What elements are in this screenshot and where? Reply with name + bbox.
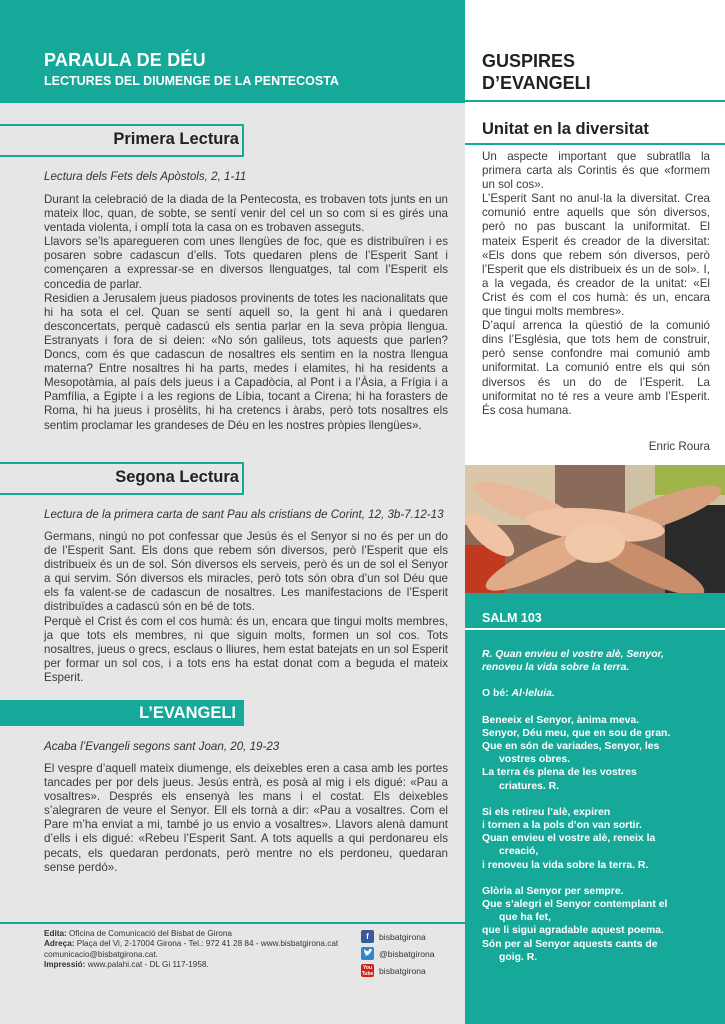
paragraph: D’aquí arrenca la qüestió de la comunió dins l’Església, que tots hem de construir, però sense confondre mai comunió amb uniformitat. La comunió entre els qui són diversos és un do de l’Esperit. La uniformitat no té res a veure amb l’Esperit. És cosa humana. (482, 319, 710, 417)
right-header (465, 0, 725, 103)
paragraph: L’Esperit Sant no anul·la la diversitat. Crea comunió entre aquells que són diversos, però no pas buscant la uniformitat. El mateix Esperit és creador de la diversitat: «Els dons que rebem són diversos, però l’Esperit que els distribueix és un de sol». I, a la vegada, és creador de la unitat: «El Crist és com el cos humà: és un, encara que tingui molts membres». (482, 192, 710, 319)
reading-text (44, 193, 448, 433)
reading-reference: Lectura de la primera carta de sant Pau als cristians de Corint, 12, 3b-7.12-13 (44, 508, 444, 521)
page-title: PARAULA DE DÉU (44, 50, 206, 70)
psalm-text: R. Quan envieu el vostre alè, Senyor, renoveu la vida sobre la terra. O bé: Al·leluia. Beneeix el Senyor, ànima meva. Senyor, Déu meu, que en sou de gran. Que en són de variades, Senyor, les vostres obres. La terra és plena de les vostres criatures. R. Si els retireu l’alè, expiren i tornen a la pols d’on van sortir. Quan envieu el vostre alè, reneix la creació, i renoveu la vida sobre la terra. R. Glòria al Senyor per sempre. Que s’alegri el Senyor contemplant el que ha fet, que li sigui agradable aquest poema. Són per al Senyor aquests cants de goig. R. (482, 649, 671, 963)
divider (0, 155, 244, 157)
divider (242, 462, 244, 494)
section-heading-primera: Primera Lectura (113, 130, 239, 148)
article-heading: Unitat en la diversitat (482, 120, 649, 138)
reading-text (44, 762, 448, 875)
publisher-info: Edita: Oficina de Comunicació del Bisbat de Girona Adreça: Plaça del Vi, 2-17004 Girona - Tel.: 972 41 28 84 - www.bisbatgirona.cat comunicacio@bisbatgirona.cat. Impressió: www.palahi.cat - DL Gi 117-1958. (44, 929, 339, 970)
social-links (361, 928, 435, 979)
section-heading-evangeli (0, 700, 244, 726)
paragraph: Un aspecte important que subratlla la primera carta als Corintis és que «formem un sol cos». (482, 150, 710, 192)
youtube-icon: You Tube (361, 965, 374, 977)
left-header (0, 0, 465, 103)
paragraph: Germans, ningú no pot confessar que Jesús és el Senyor si no és per un do de l’Esperit Sant. Els dons que rebem són diversos, però l’Esperit que els distribueix és un de sol. Són diversos els serveis, però és un de sol el Senyor a qui servim. Són diversos els miracles, però tots són obra d’un sol Déu que els fa valent-se de cadascun de nosaltres. Les manifestacions de l’Esperit distribuïdes a cadascú són en bé de tots. (44, 530, 448, 614)
right-column (465, 0, 725, 1024)
article-text (482, 150, 710, 418)
divider (465, 143, 725, 145)
paragraph: Perquè el Crist és com el cos humà: és un, encara que tingui molts membres, ja que tots els membres, ni que siguin molts, formen un sol cos. Tots nosaltres, jueus o grecs, esclaus o lliures, hem estat batejats en un sol Esperit per formar un sol cos, i a tots ens ha estat donat com a beguda el mateix Esperit. (44, 614, 448, 684)
article-author: Enric Roura (648, 440, 710, 453)
psalm-title: SALM 103 (482, 611, 542, 625)
divider (0, 493, 244, 495)
hands-photo (465, 465, 725, 593)
twitter-icon (361, 947, 374, 960)
section-heading-segona: Segona Lectura (115, 468, 239, 486)
page-subtitle: LECTURES DEL DIUMENGE DE LA PENTECOSTA (44, 74, 339, 88)
paragraph: El vespre d’aquell mateix diumenge, els deixebles eren a casa amb les portes tancades per por dels jueus. Jesús entrà, es posà al mig i els digué: «Pau a vosaltres». Després els ensenyà les mans i el costat. Els deixebles s’alegraren de veure el Senyor. Ell els tornà a dir: «Pau a vosaltres. Com el Pare m’ha enviat a mi, també jo us envio a vosaltres». Llavors alenà damunt d’ells i els digué: «Rebeu l’Esperit Sant. A tots aquells a qui perdonareu els pecats, els quedaran perdonats, però mentre no els perdoneu, quedaran sense perdó». (44, 762, 448, 874)
reading-reference: Acaba l’Evangeli segons sant Joan, 20, 19-23 (44, 740, 280, 753)
reading-text (44, 530, 448, 685)
facebook-link[interactable]: f bisbatgirona (361, 928, 435, 945)
facebook-icon: f (361, 930, 374, 943)
email-link[interactable]: comunicacio@bisbatgirona.cat. (44, 949, 158, 959)
guspires-title: GUSPIRES D’EVANGELI (482, 51, 591, 93)
paragraph: Llavors se’ls aparegueren com unes llengües de foc, que es distribuïren i es posaren sobre cadascun d’ells. Tots quedaren plens de l’Esperit Sant i començaren a expressar-se en diversos llenguatges, tal com l’Esperit els concedia de parlar. (44, 235, 448, 291)
paragraph: Durant la celebració de la diada de la Pentecosta, es trobaven tots junts en un mateix lloc, quan, de sobte, se sentí venir del cel un so com si es girés una ventada violenta, i omplí tota la casa on es trobaven asseguts. (44, 193, 448, 235)
divider (465, 100, 725, 102)
reading-reference: Lectura dels Fets dels Apòstols, 2, 1-11 (44, 170, 247, 183)
twitter-link[interactable]: @bisbatgirona (361, 945, 435, 962)
youtube-link[interactable]: You Tube bisbatgirona (361, 965, 426, 977)
divider (0, 124, 244, 126)
divider (0, 462, 244, 464)
divider (0, 922, 465, 924)
evangeli-title: L’EVANGELI (139, 704, 236, 722)
divider (242, 124, 244, 156)
divider (465, 628, 725, 630)
paragraph: Residien a Jerusalem jueus piadosos provinents de totes les nacionalitats que hi ha sota el cel. Quan se sentí aquell so, la gent hi anà i quedaren desconcertats, perquè cadascú els sentia parlar en la seva pròpia llengua. Estranyats i fora de si deien: «No són galileus, tots aquests que parlen? Doncs, com és que cadascun de nosaltres els sentim en la nostra llengua materna? Entre nosaltres hi ha parts, medes i elamites, hi ha residents a Mesopotàmia, al país dels jueus i a Capadòcia, al Pont i a l’Àsia, a Frígia i a Pamfília, a Egipte i a les regions de Líbia, tocant a Cirena; hi ha forasters de Roma, hi ha jueus i prosèlits, hi ha cretencs i àrabs, però tots nosaltres els sentim proclamar les grandeses de Déu en les nostres pròpies llengües». (44, 291, 448, 432)
psalm-panel (465, 593, 725, 1024)
